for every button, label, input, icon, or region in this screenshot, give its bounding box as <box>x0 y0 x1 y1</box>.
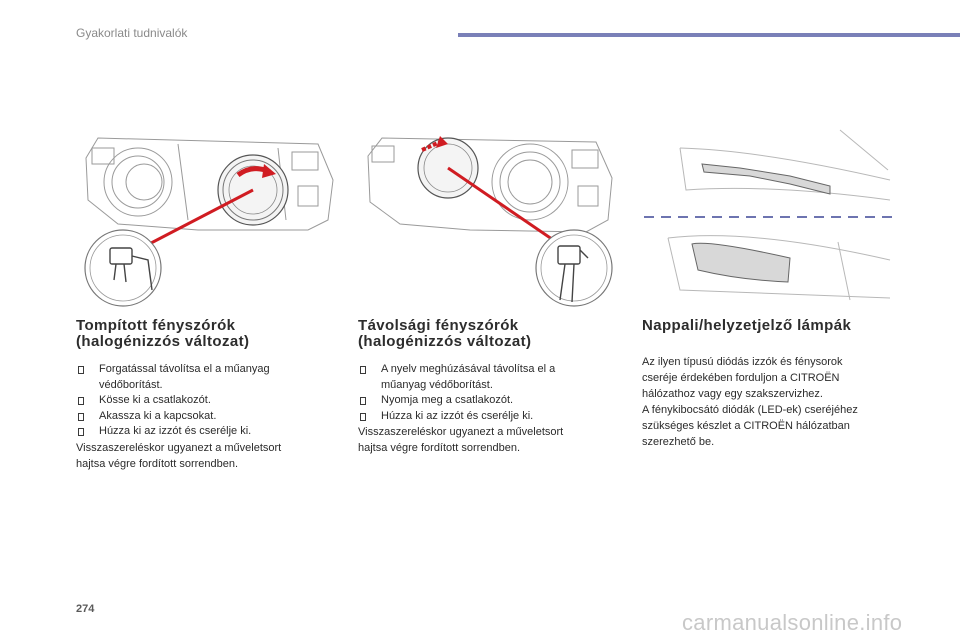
high-beam-title-line2: (halogénizzós változat) <box>358 333 532 350</box>
high-beam-headlamp-illustration <box>360 120 618 310</box>
daytime-lamps-text <box>642 354 902 450</box>
watermark: carmanualsonline.info <box>682 610 903 635</box>
page-number: 274 <box>76 603 95 615</box>
step-item: Akassza ki a kapcsokat. <box>76 409 326 425</box>
daytime-lamps-section <box>642 318 902 450</box>
low-beam-steps <box>76 362 326 440</box>
high-beam-title <box>358 318 613 350</box>
step-item: Forgatással távolítsa el a műanyag <box>76 362 326 378</box>
text-line: A fénykibocsátó diódák (LED-ek) cseréjéhez <box>642 404 858 416</box>
note-line: Visszaszereléskor ugyanezt a műveletsort <box>358 426 564 438</box>
text-line: hálózathoz vagy egy szakszervizhez. <box>642 388 823 400</box>
text-line: cseréje érdekében forduljon a CITROËN <box>642 372 840 384</box>
high-beam-title-line1: Távolsági fényszórók <box>358 317 519 334</box>
step-item: Húzza ki az izzót és cserélje ki. <box>76 424 326 440</box>
daytime-running-lamps-illustration <box>640 120 902 310</box>
high-beam-steps <box>358 362 613 424</box>
note-line: hajtsa végre fordított sorrendben. <box>358 442 521 454</box>
step-item: Húzza ki az izzót és cserélje ki. <box>358 409 613 425</box>
low-beam-title-line2: (halogénizzós változat) <box>76 333 250 350</box>
step-item: Nyomja meg a csatlakozót. <box>358 393 613 409</box>
low-beam-title <box>76 318 326 350</box>
high-beam-section <box>358 318 613 456</box>
note-line: hajtsa végre fordított sorrendben. <box>76 457 239 470</box>
header-accent-bar <box>458 33 960 37</box>
low-beam-section <box>76 318 326 472</box>
high-beam-note <box>358 424 613 456</box>
text-line: szükséges készlet a CITROËN hálózatban <box>642 420 850 432</box>
text-line: Az ilyen típusú diódás izzók és fénysorok <box>642 356 843 368</box>
step-item-continuation: védőborítást. <box>99 378 163 391</box>
low-beam-note <box>76 440 326 472</box>
daytime-lamps-title-line1: Nappali/helyzetjelző lámpák <box>642 317 852 334</box>
low-beam-title-line1: Tompított fényszórók <box>76 317 236 334</box>
daytime-lamps-title <box>642 318 902 334</box>
low-beam-headlamp-illustration <box>78 120 340 310</box>
note-line: Visszaszereléskor ugyanezt a műveletsort <box>76 441 282 454</box>
text-line: szerezhető be. <box>642 436 715 448</box>
step-item: Kösse ki a csatlakozót. <box>76 393 326 409</box>
step-item: A nyelv meghúzásával távolítsa el a <box>358 362 613 378</box>
step-item-continuation: műanyag védőborítást. <box>381 378 493 391</box>
page-header-title: Gyakorlati tudnivalók <box>76 26 188 40</box>
